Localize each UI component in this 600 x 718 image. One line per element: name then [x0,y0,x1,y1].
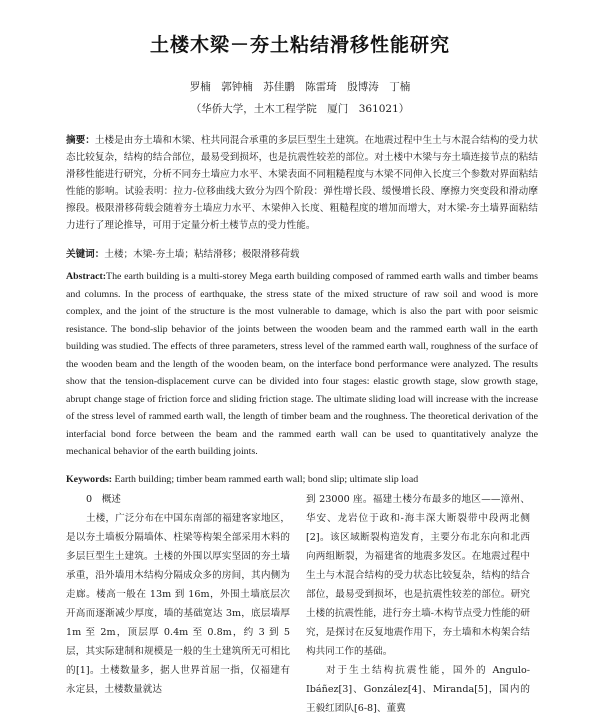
english-abstract-label: Abstract: [66,271,107,282]
body-paragraph-continued: 到 23000 座。福建土楼分布最多的地区——漳州、华安、龙岩位于政和-海丰深大断裂带中段两北侧[2]。该区域断裂构造发育，主要分布北东向和北西向两组断裂，为福建省的地震多发区。在地震过程中生土与木混合结构的受力状态比较复杂，结构的结合部位，最易受到损坏，也是抗震性较差的部位。研究土楼的抗震性能，进行夯土墙-木构节点受力性能的研究，是探讨在反复地震作用下，夯土墙和木构架合结构共同工作的基础。 [306,494,530,657]
chinese-abstract-text: 土楼是由夯土墙和木梁、柱共同混合承重的多层巨型生土建筑。在地震过程中生土与木混合结构的受力状态比较复杂，结构的结合部位，最易受到损坏，也是抗震性较差的部位。对土楼中木梁与夯土墙连接节点的粘结滑移性能进行研究，分析不同夯土墙应力水平、木梁表面不同粗糙程度与木梁不同伸入长度三个参数对界面粘结性能的影响。试验表明：拉力-位移曲线大致分为四个阶段：弹性增长段、缓慢增长段、摩擦力突变段和滑动摩擦段。极限滑移荷载会随着夯土墙应力水平、木梁伸入长度、粗糙程度的增加而增大，对木梁-夯土墙界面粘结力进行了理论推导，可用于定量分析土楼节点的受力性能。 [66,135,539,231]
body-paragraph: 土楼，广泛分布在中国东南部的福建客家地区，是以夯土墙板分隔墙体、柱梁等构架全部采用木料的多层巨型生土建筑。土楼的外围以厚实坚固的夯土墙承重，沿外墙用木结构分隔成众多的房间，其内侧为走廊。楼高一般在 13m 到 16m，外围土墙底层次开高而逐渐减少厚度，墙的基础宽达 3m，底层墙厚 1m 至 2m，顶层厚 0.4m 至 0.8m，约 3 到 5 层，其实际建制和规模是一般的生土建筑所无可相比的[1]。土楼数量多，据人世界首屈一指，仅福建有永定县，土楼数量就达 [66,513,290,695]
chinese-keywords [66,246,538,263]
english-keywords [66,471,538,488]
english-abstract-text: The earth building is a multi-storey Mega earth building composed of rammed earth walls and timber beams and columns. In the process of earthquake, the stress state of the mixed structure of raw soil and wood is more complex, and the joint of the structure is the most vulnerable to damage, which is also the part with poor seismic resistance. The bond-slip behavior of the joints between the wooden beam and the rammed earth wall in the earth building was studied. The effects of three parameters, stress level of the rammed earth wall, roughness of the surface of the wooden beam and the length of the wooden beam, on the interface bond performance were analyzed. The results show that the tension-displacement curve can be divided into four stages: elastic growth stage, slow growth stage, abrupt change stage of friction force and sliding friction stage. The ultimate sliding load will increase with the increase of the stress level of rammed earth wall, the length of timber beam and the roughness. The theoretical derivation of the interfacial bond force between the beam and the rammed earth wall can be used to quantitatively analyze the mechanical behavior of the earth building joints. [66,271,538,457]
body-paragraph: 对于生土结构抗震性能，国外的 Angulo-Ibáñez[3]、González[4]、Miranda[5]，国内的王毅红团队[6-8]、董冀 [306,665,530,714]
english-keywords-label: Keywords: [66,474,113,485]
chinese-keywords-label: 关键词： [66,249,105,260]
affiliation: （华侨大学，土木工程学院 厦门 361021） [190,103,410,115]
author-list: 罗楠 郭钟楠 苏佳鹏 陈雷琦 殷博涛 丁楠 [189,81,411,93]
body-column-left [66,490,290,695]
body-column-right [306,490,530,714]
english-abstract [66,268,538,461]
paper-title: 土楼木梁－夯土粘结滑移性能研究 [149,34,450,56]
chinese-abstract-label: 摘要： [66,135,95,146]
english-keywords-text: Earth building; timber beam rammed earth wall; bond slip; ultimate slip load [114,474,419,485]
chinese-keywords-text: 土楼；木梁-夯土墙；粘结滑移；极限滑移荷载 [104,249,300,260]
section-heading-overview: 0 概述 [86,494,121,505]
chinese-abstract [66,132,538,244]
